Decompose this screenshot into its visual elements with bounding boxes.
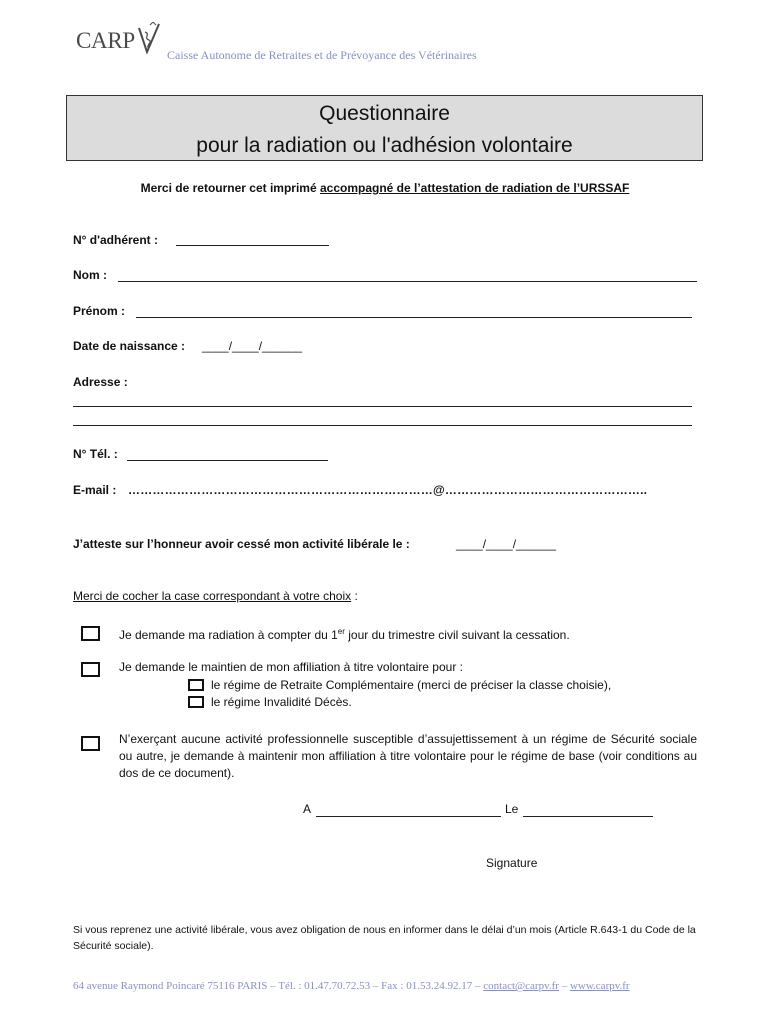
adherent-label: N° d'adhérent : xyxy=(73,233,158,247)
email-label: E-mail : xyxy=(73,483,117,497)
prenom-input-line[interactable] xyxy=(136,317,692,318)
option-maintien: Je demande le maintien de mon affiliation à titre volontaire pour : xyxy=(119,660,463,674)
carpv-logo: CARP xyxy=(76,28,135,53)
invalidite-deces-checkbox[interactable] xyxy=(188,696,204,708)
adresse-label: Adresse : xyxy=(73,375,128,389)
email-input[interactable]: …………………………………………………………………@………………………………………….. xyxy=(128,483,648,497)
retraite-complementaire-checkbox[interactable] xyxy=(188,679,204,691)
option-radiation-text-end: jour du trimestre civil suivant la cessation. xyxy=(344,628,570,642)
caduceus-icon xyxy=(137,22,161,56)
naissance-input[interactable]: ____/____/______ xyxy=(202,339,303,353)
maintien-checkbox[interactable] xyxy=(81,662,100,677)
adresse-input-line-2[interactable] xyxy=(73,425,692,426)
adherent-input-line[interactable] xyxy=(176,245,329,246)
option-invalidite-deces: le régime Invalidité Décès. xyxy=(211,695,352,709)
footer-website-link[interactable]: www.carpv.fr xyxy=(569,980,630,992)
naissance-label: Date de naissance : xyxy=(73,339,186,353)
choice-instruction-suffix: : xyxy=(351,589,358,603)
nom-label: Nom : xyxy=(73,268,107,282)
choice-instruction xyxy=(73,589,358,603)
choice-instruction-underlined: Merci de cocher la case correspondant à votre choix xyxy=(73,589,352,603)
cessation-date-input[interactable]: ____/____/______ xyxy=(456,537,557,551)
option-radiation-text: Je demande ma radiation à compter du 1 xyxy=(119,628,338,642)
title-line-2: pour la radiation ou l'adhésion volontaire xyxy=(196,134,573,157)
adresse-input-line-1[interactable] xyxy=(73,406,692,407)
option-radiation xyxy=(119,623,570,644)
date-label: Le xyxy=(505,802,519,816)
legal-note: Si vous reprenez une activité libérale, vous avez obligation de nous en informer dans le délai d’un mois (Article R.643-1 du Code de la Sécurité sociale). xyxy=(73,924,696,952)
tel-input-line[interactable] xyxy=(127,460,328,461)
organization-name: Caisse Autonome de Retraites et de Prévoyance des Vétérinaires xyxy=(167,48,477,62)
attestation-text: J’atteste sur l’honneur avoir cessé mon activité libérale le : xyxy=(73,537,410,551)
option-radiation-sup: er xyxy=(337,627,345,636)
form-title xyxy=(66,95,703,161)
place-label: A xyxy=(303,802,312,816)
signature-label: Signature xyxy=(486,856,538,870)
place-input-line[interactable] xyxy=(316,816,501,817)
footer-contact xyxy=(73,980,630,992)
title-line-1: Questionnaire xyxy=(319,102,450,125)
instruction-text: Merci de retourner cet imprimé xyxy=(140,181,320,195)
return-instruction xyxy=(0,181,770,195)
date-input-line[interactable] xyxy=(523,816,653,817)
regime-base-checkbox[interactable] xyxy=(81,736,100,751)
prenom-label: Prénom : xyxy=(73,304,126,318)
footer-email-link[interactable]: contact@carpv.fr xyxy=(483,980,559,992)
nom-input-line[interactable] xyxy=(118,281,697,282)
footer-separator: – xyxy=(558,980,570,992)
option-retraite-complementaire: le régime de Retraite Complémentaire (merci de préciser la classe choisie), xyxy=(211,678,612,692)
tel-label: N° Tél. : xyxy=(73,447,118,461)
option-regime-base: N’exerçant aucune activité professionnelle susceptible d’assujettissement à un régime de Sécurité sociale ou autre, je demande à maintenir mon affiliation à titre volontaire pour le régime de base (voir conditions au dos de ce document). xyxy=(119,732,697,780)
footer-address: 64 avenue Raymond Poincaré 75116 PARIS – Tél. : 01.47.70.72.53 – Fax : 01.53.24.92.17 – xyxy=(73,980,484,992)
instruction-underlined: accompagné de l’attestation de radiation de l’URSSAF xyxy=(319,181,630,195)
radiation-checkbox[interactable] xyxy=(81,626,100,641)
